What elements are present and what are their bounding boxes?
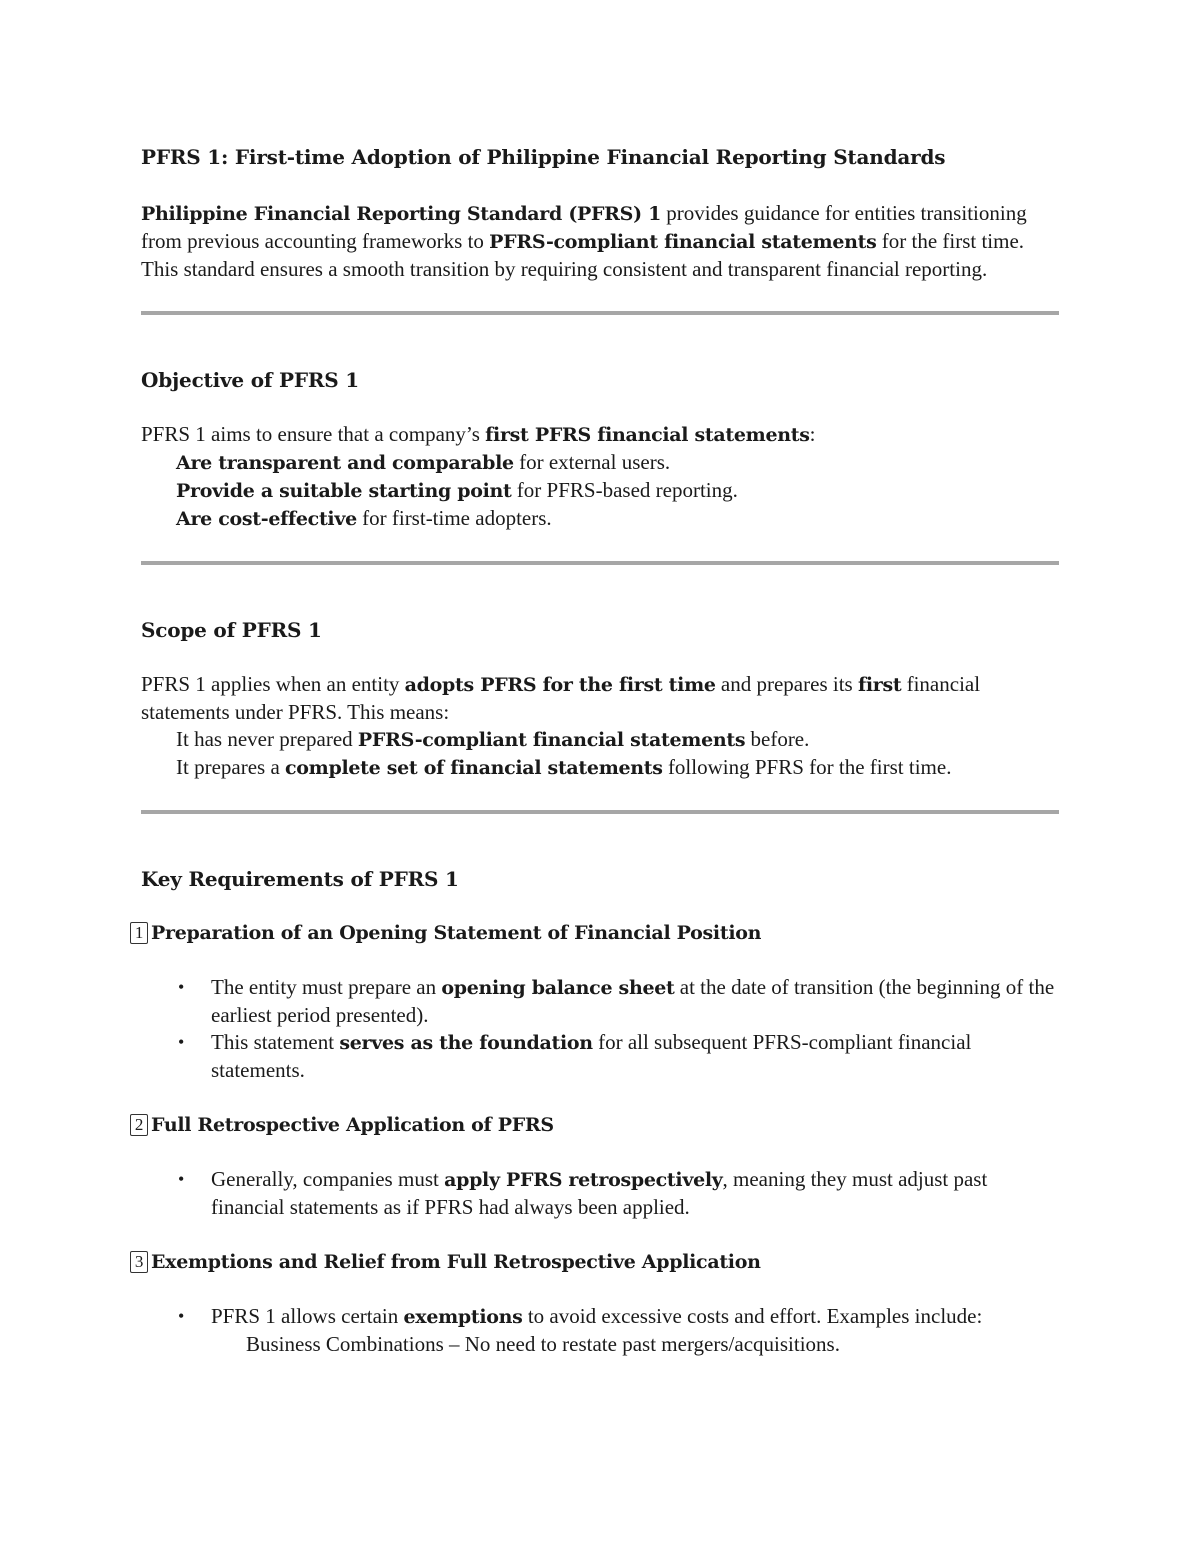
intro-bold-1: Philippine Financial Reporting Standard (PFRS) 1: [141, 203, 662, 225]
bullet-bold: apply PFRS retrospectively: [444, 1169, 723, 1191]
section-divider: [141, 561, 1059, 565]
bullet-icon: •: [178, 1169, 185, 1189]
scope-item-bold: PFRS-compliant financial statements: [357, 729, 746, 751]
objective-item-bold: Are cost-effective: [176, 508, 357, 530]
scope-bold-2: first: [857, 674, 902, 696]
scope-item-text: before.: [745, 727, 810, 751]
bullet-bold: serves as the foundation: [339, 1032, 593, 1054]
bullet-text: , meaning they must adjust past financial statements as if PFRS had always been applied.: [211, 1167, 988, 1219]
scope-heading: Scope of PFRS 1: [141, 618, 322, 642]
bullet-text: to avoid excessive costs and effort. Examples include:: [522, 1304, 983, 1328]
bullet-text: PFRS 1 allows certain: [211, 1304, 404, 1328]
number-box-icon: 1: [130, 922, 148, 944]
objective-item-bold: Are transparent and comparable: [176, 452, 514, 474]
requirement-heading: [130, 1112, 1059, 1138]
bullet-text: This statement: [211, 1030, 340, 1054]
scope-item-text: It prepares a: [176, 755, 286, 779]
requirement-bullets: [141, 1303, 1059, 1358]
page-title: PFRS 1: First-time Adoption of Philippine Financial Reporting Standards: [141, 145, 946, 169]
scope-item-text: following PFRS for the first time.: [662, 755, 952, 779]
number-box-icon: 3: [130, 1251, 148, 1273]
bullet-icon: •: [178, 1306, 185, 1326]
scope-text-2: and prepares its: [715, 672, 858, 696]
scope-item-bold: complete set of financial statements: [285, 757, 663, 779]
bullet-text: at the date of transition (the beginning of the earliest period presented).: [211, 975, 1055, 1027]
sub-list-item: Business Combinations – No need to restate past mergers/acquisitions.: [246, 1332, 840, 1356]
intro-bold-2: PFRS-compliant financial statements: [489, 231, 877, 253]
key-requirements-heading: Key Requirements of PFRS 1: [141, 867, 459, 891]
list-item: [178, 1166, 1059, 1221]
bullet-icon: •: [178, 977, 185, 997]
number-box-icon: 2: [130, 1114, 148, 1136]
objective-item: [141, 477, 1059, 505]
requirement-heading: [130, 920, 1059, 946]
objective-item-bold: Provide a suitable starting point: [176, 480, 512, 502]
bullet-bold: opening balance sheet: [441, 977, 675, 999]
document-body: [134, 140, 1059, 1358]
objective-lead-bold: first PFRS financial statements: [485, 424, 810, 446]
bullet-bold: exemptions: [403, 1306, 523, 1328]
bullet-text: for all subsequent PFRS-compliant financial statements.: [211, 1030, 972, 1082]
scope-paragraph: [141, 671, 1059, 726]
intro-paragraph: [141, 200, 1059, 283]
objective-lead: [141, 421, 1059, 449]
bullet-text: The entity must prepare an: [211, 975, 442, 999]
requirement-bullets: [141, 974, 1059, 1084]
scope-text-3: financial statements under PFRS. This means:: [141, 672, 981, 724]
intro-text-2: for the first time. This standard ensures a smooth transition by requiring consistent and transparent financial reporting.: [141, 229, 1025, 281]
objective-item-text: for first-time adopters.: [356, 506, 552, 530]
objective-item: [141, 505, 1059, 533]
scope-bold-1: adopts PFRS for the first time: [404, 674, 716, 696]
bullet-icon: •: [178, 1032, 185, 1052]
requirement-title: Exemptions and Relief from Full Retrospective Application: [151, 1251, 761, 1273]
bullet-text: Generally, companies must: [211, 1167, 445, 1191]
intro-text-1: provides guidance for entities transitioning from previous accounting frameworks to: [141, 201, 1027, 253]
requirement-heading: [130, 1249, 1059, 1275]
scope-item: [141, 726, 1059, 754]
section-divider: [141, 311, 1059, 315]
scope-item-text: It has never prepared: [176, 727, 358, 751]
objective-lead-text: PFRS 1 aims to ensure that a company’s: [141, 422, 486, 446]
section-divider: [141, 810, 1059, 814]
scope-item: [141, 754, 1059, 782]
objective-item-text: for PFRS-based reporting.: [511, 478, 738, 502]
list-item: [178, 1029, 1059, 1084]
requirement-title: Full Retrospective Application of PFRS: [151, 1114, 554, 1136]
objective-item: [141, 449, 1059, 477]
objective-heading: Objective of PFRS 1: [141, 368, 359, 392]
objective-lead-end: :: [809, 422, 816, 446]
requirement-bullets: [141, 1166, 1059, 1221]
list-item: [178, 1303, 1059, 1331]
list-item: [178, 974, 1059, 1029]
requirement-title: Preparation of an Opening Statement of Financial Position: [151, 922, 762, 944]
scope-text-1: PFRS 1 applies when an entity: [141, 672, 405, 696]
objective-item-text: for external users.: [513, 450, 671, 474]
